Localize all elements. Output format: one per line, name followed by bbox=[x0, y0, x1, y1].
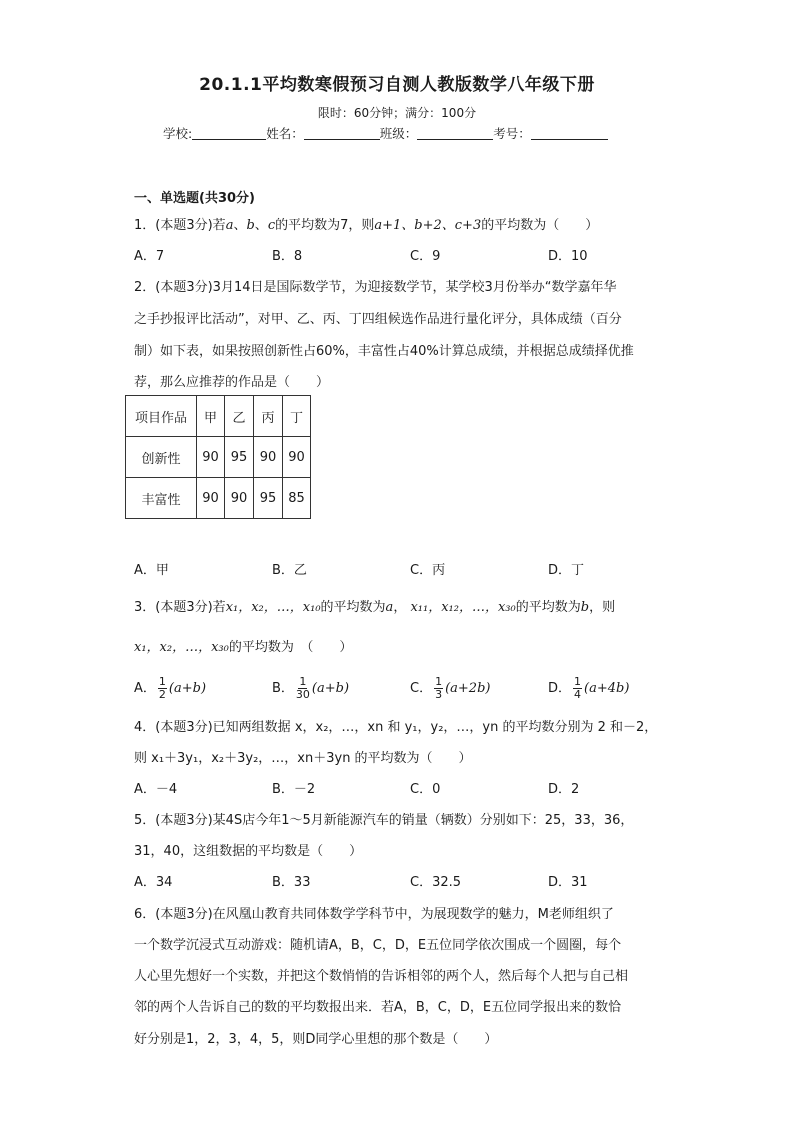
option-expr: (a+4b) bbox=[584, 681, 630, 696]
number-label: 考号： bbox=[493, 126, 531, 141]
question-3-line2 bbox=[134, 636, 352, 655]
option-label: B． bbox=[272, 681, 294, 696]
q6-line: 人心里先想好一个实数，并把这个数悄悄的告诉相邻的两个人，然后每个人把与自己相 bbox=[134, 969, 629, 984]
numerator: 1 bbox=[299, 675, 307, 688]
name-blank[interactable] bbox=[304, 126, 380, 140]
fraction bbox=[434, 676, 443, 701]
q1-prefix: 1．(本题3分)若 bbox=[134, 218, 226, 233]
denominator: 2 bbox=[158, 688, 166, 701]
q3-set-b: x₁₁，x₁₂，…，x₃₀ bbox=[410, 600, 516, 615]
q3-mid2: 的平均数为 bbox=[515, 600, 581, 615]
table-row bbox=[126, 478, 311, 519]
question-4-line1: 4．(本题3分)已知两组数据 x，x₂，…，xn 和 y₁，y₂，…，yn 的平均数分别为 2 和－2， bbox=[134, 720, 658, 735]
q1-suffix: 的平均数为（ ） bbox=[481, 218, 599, 233]
school-blank[interactable] bbox=[192, 126, 266, 140]
class-label: 班级： bbox=[379, 126, 418, 141]
q1-option-a[interactable]: A．7 bbox=[134, 249, 165, 264]
q1-option-b[interactable]: B．8 bbox=[272, 249, 303, 264]
denominator: 30 bbox=[295, 688, 310, 701]
q1-sep: 、 bbox=[254, 218, 268, 233]
q2-line: 制）如下表，如果按照创新性占60%，丰富性占40%计算总成绩，并根据总成绩择优推 bbox=[134, 344, 634, 359]
time-limit: 限时：60分钟；满分：100分 bbox=[317, 106, 477, 120]
table-cell: 创新性 bbox=[126, 437, 197, 478]
class-blank[interactable] bbox=[417, 126, 493, 140]
table-cell: 90 bbox=[225, 478, 254, 519]
q3-var-a: a bbox=[385, 600, 394, 615]
number-blank[interactable] bbox=[531, 126, 608, 140]
table-cell: 95 bbox=[225, 437, 254, 478]
q2-line: 2．(本题3分)3月14日是国际数学节，为迎接数学节，某学校3月份举办“数学嘉年华 bbox=[134, 280, 617, 295]
q2-option-c[interactable]: C．丙 bbox=[410, 563, 446, 578]
q3-option-d[interactable] bbox=[548, 676, 629, 701]
q1-var-c: c bbox=[267, 218, 276, 233]
q1-mid: 的平均数为7，则 bbox=[275, 218, 375, 233]
question-1 bbox=[134, 214, 598, 233]
q1-option-d[interactable]: D．10 bbox=[548, 249, 588, 264]
option-label: A． bbox=[134, 681, 156, 696]
table-header-cell: 甲 bbox=[197, 396, 225, 437]
q3-end: ，则 bbox=[589, 600, 616, 615]
page-title: 20.1.1平均数寒假预习自测人教版数学八年级下册 bbox=[199, 75, 595, 95]
q3-suffix: 的平均数为 （ ） bbox=[228, 640, 353, 655]
score-table bbox=[125, 395, 311, 519]
table-header-cell: 丙 bbox=[254, 396, 283, 437]
student-info-row bbox=[163, 124, 608, 142]
q1-expr: a+1、b+2、c+3 bbox=[374, 218, 482, 233]
table-cell: 90 bbox=[197, 478, 225, 519]
q5-option-b[interactable]: B．33 bbox=[272, 875, 311, 890]
q3-set-all: x₁，x₂，…，x₃₀ bbox=[134, 640, 229, 655]
q3-mid: 的平均数为 bbox=[320, 600, 386, 615]
q3-prefix: 3．(本题3分)若 bbox=[134, 600, 226, 615]
question-3-line1: 3．(本题3分)若x₁，x₂，…，x₁₀的平均数为a， x₁₁，x₁₂，…，x₃₀的平均数为b，则 bbox=[134, 600, 616, 615]
table-row bbox=[126, 437, 311, 478]
q6-line: 一个数学沉浸式互动游戏：随机请A，B，C，D，E五位同学依次围成一个圆圈，每个 bbox=[134, 938, 622, 953]
numerator: 1 bbox=[158, 675, 166, 688]
fraction bbox=[573, 676, 582, 701]
q2-option-a[interactable]: A．甲 bbox=[134, 563, 169, 578]
q3-option-a[interactable] bbox=[134, 676, 206, 701]
q2-option-d[interactable]: D．丁 bbox=[548, 563, 585, 578]
q5-option-c[interactable]: C．32.5 bbox=[410, 875, 462, 890]
table-cell: 90 bbox=[197, 437, 225, 478]
name-label: 姓名： bbox=[266, 126, 304, 141]
q4-option-c[interactable]: C．0 bbox=[410, 782, 441, 797]
q5-option-a[interactable]: A．34 bbox=[134, 875, 173, 890]
school-label: 学校: bbox=[163, 126, 193, 141]
q6-line: 6．(本题3分)在风凰山教育共同体数学学科节中，为展现数学的魅力，M老师组织了 bbox=[134, 907, 614, 922]
table-header-cell: 丁 bbox=[283, 396, 311, 437]
q1-sep: 、 bbox=[233, 218, 247, 233]
table-cell: 丰富性 bbox=[126, 478, 197, 519]
q6-line: 好分别是1，2，3，4，5，则D同学心里想的那个数是（ ） bbox=[134, 1032, 498, 1047]
option-expr: (a+2b) bbox=[445, 681, 491, 696]
q3-var-b: b bbox=[580, 600, 590, 615]
table-header-row bbox=[126, 396, 311, 437]
option-expr: (a+b) bbox=[311, 681, 350, 696]
table-cell: 90 bbox=[283, 437, 311, 478]
table-cell: 95 bbox=[254, 478, 283, 519]
q4-option-b[interactable]: B．－2 bbox=[272, 782, 316, 797]
table-cell: 85 bbox=[283, 478, 311, 519]
numerator: 1 bbox=[435, 675, 443, 688]
section-title: 一、单选题(共30分) bbox=[134, 191, 255, 206]
table-cell: 90 bbox=[254, 437, 283, 478]
q2-line: 荐，那么应推荐的作品是（ ） bbox=[134, 375, 330, 390]
q2-option-b[interactable]: B．乙 bbox=[272, 563, 307, 578]
q4-option-a[interactable]: A．－4 bbox=[134, 782, 178, 797]
fraction bbox=[158, 676, 167, 701]
question-5-line1: 5．(本题3分)某4S店今年1～5月新能源汽车的销量（辆数）分别如下：25，33，36， bbox=[134, 813, 634, 828]
q6-line: 邻的两个人告诉自己的数的平均数报出来．若A，B，C，D，E五位同学报出来的数恰 bbox=[134, 1000, 622, 1015]
q4-option-d[interactable]: D．2 bbox=[548, 782, 580, 797]
question-5-line2: 31，40，这组数据的平均数是（ ） bbox=[134, 844, 363, 859]
fraction bbox=[296, 676, 310, 701]
q5-option-d[interactable]: D．31 bbox=[548, 875, 588, 890]
question-4-line2: 则 x₁＋3y₁，x₂＋3y₂，…，xn＋3yn 的平均数为（ ） bbox=[134, 751, 472, 766]
option-label: D． bbox=[548, 681, 572, 696]
q1-option-c[interactable]: C．9 bbox=[410, 249, 441, 264]
table-header-cell: 乙 bbox=[225, 396, 254, 437]
q3-set-a: x₁，x₂，…，x₁₀ bbox=[225, 600, 321, 615]
q3-option-b[interactable] bbox=[272, 676, 349, 701]
numerator: 1 bbox=[574, 675, 582, 688]
q3-option-c[interactable] bbox=[410, 676, 490, 701]
option-expr: (a+b) bbox=[168, 681, 207, 696]
denominator: 3 bbox=[435, 688, 443, 701]
q1-var-b: b bbox=[246, 218, 255, 233]
denominator: 4 bbox=[574, 688, 582, 701]
q2-line: 之手抄报评比活动”，对甲、乙、丙、丁四组候选作品进行量化评分，具体成绩（百分 bbox=[134, 312, 622, 327]
table-header-cell: 项目作品 bbox=[126, 396, 197, 437]
q1-var-a: a bbox=[225, 218, 234, 233]
option-label: C． bbox=[410, 681, 433, 696]
